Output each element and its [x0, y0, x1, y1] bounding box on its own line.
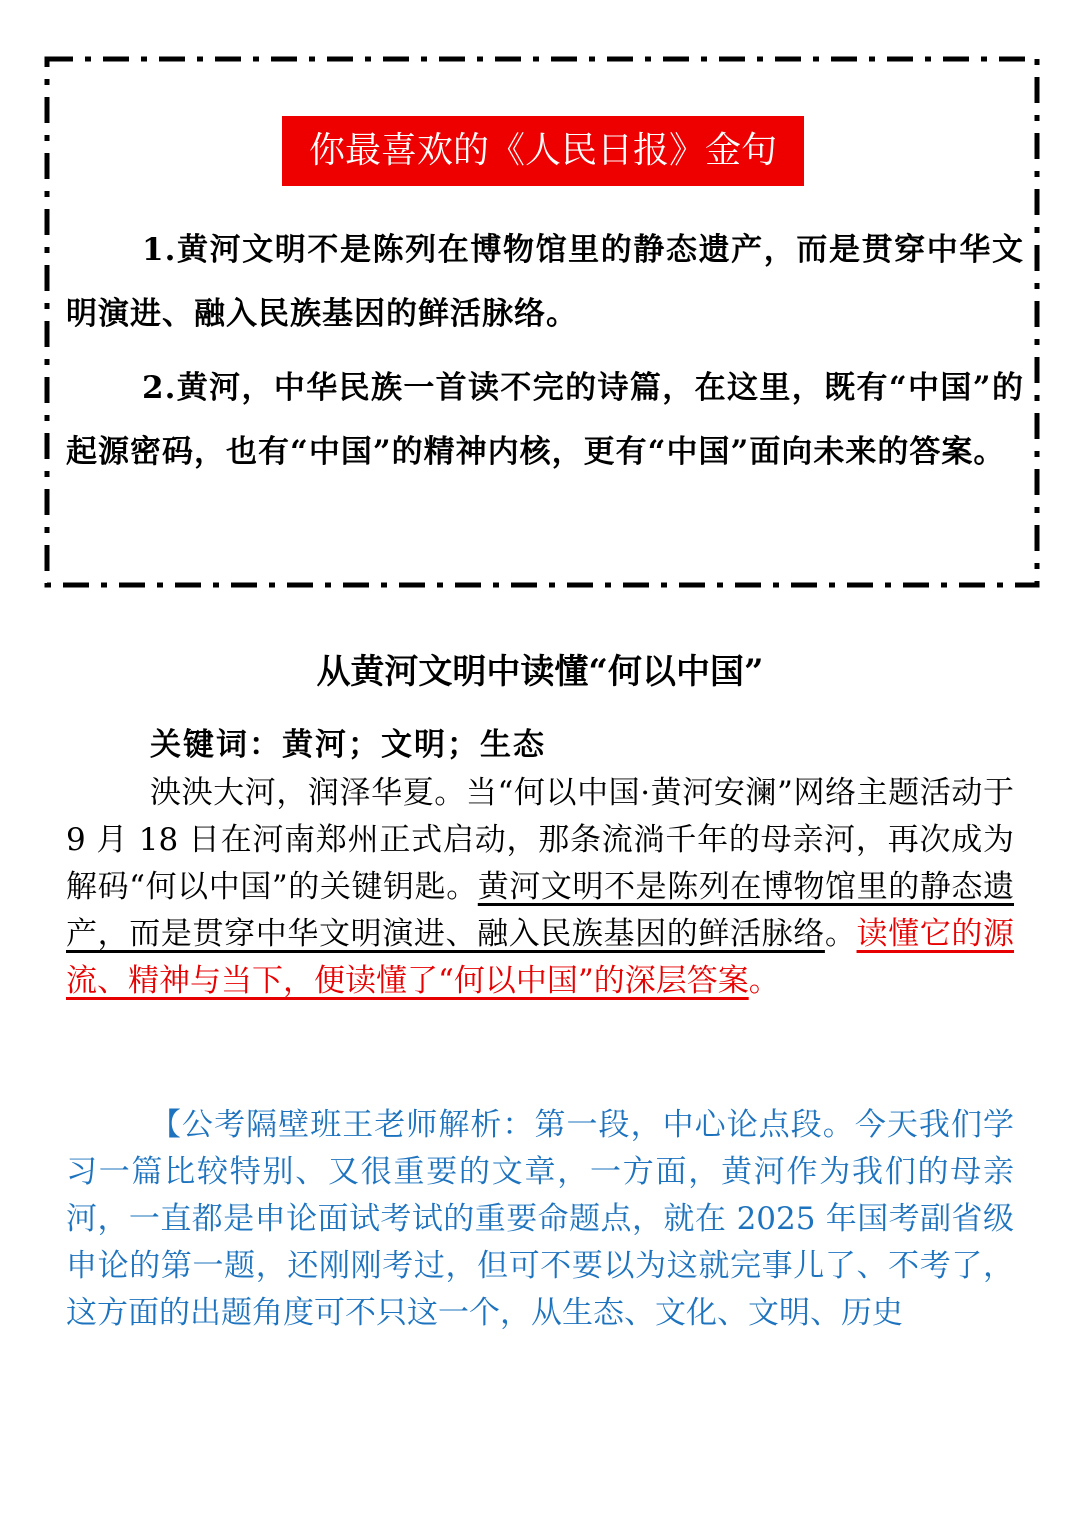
- keywords-line: 关键词：黄河；文明；生态: [150, 727, 546, 763]
- paragraph-1-text: 泱泱大河，润泽华夏。当“何以中国·黄河安澜”网络主题活动于 9 月 18 日在河南郑州正式启动，那条流淌千年的母亲河，再次成为解码“何以中国”的关键钥匙。: [66, 775, 1014, 905]
- analysis-paragraph: 【公考隔壁班王老师解析：第一段，中心论点段。今天我们学习一篇比较特别、又很重要的文章，一方面，黄河作为我们的母亲河，一直都是申论面试考试的重要命题点，就在 2025 年国考副省级申论的第一题，还刚刚考过，但可不要以为这就完事儿了、不考了，这方面的出题角度可不只这一个，从生态、文化、文明、历史: [66, 1107, 1014, 1331]
- quote-1: 1.黄河文明不是陈列在博物馆里的静态遗产，而是贯穿中华文明演进、融入民族基因的鲜活脉络。: [66, 232, 1024, 332]
- paragraph-1-underlined: 黄河文明不是陈列在博物馆里的静态遗产，而是贯穿中华文明演进、融入民族基因的鲜活脉络: [66, 869, 1015, 952]
- paragraph-1: [66, 770, 1014, 1005]
- paragraph-1-red-underlined: 读懂它的源流、精神与当下，便读懂了“何以中国”的深层答案: [66, 916, 1015, 999]
- article-title: 从黄河文明中读懂“何以中国”: [316, 652, 764, 692]
- quote-2: 2.黄河，中华民族一首读不完的诗篇，在这里，既有“中国”的起源密码，也有“中国”的精神内核，更有“中国”面向未来的答案。: [66, 370, 1024, 470]
- paragraph-1-period: 。: [824, 916, 857, 952]
- quote-box-title: 你最喜欢的《人民日报》金句: [282, 116, 804, 186]
- paragraph-1-red-period: 。: [748, 963, 780, 999]
